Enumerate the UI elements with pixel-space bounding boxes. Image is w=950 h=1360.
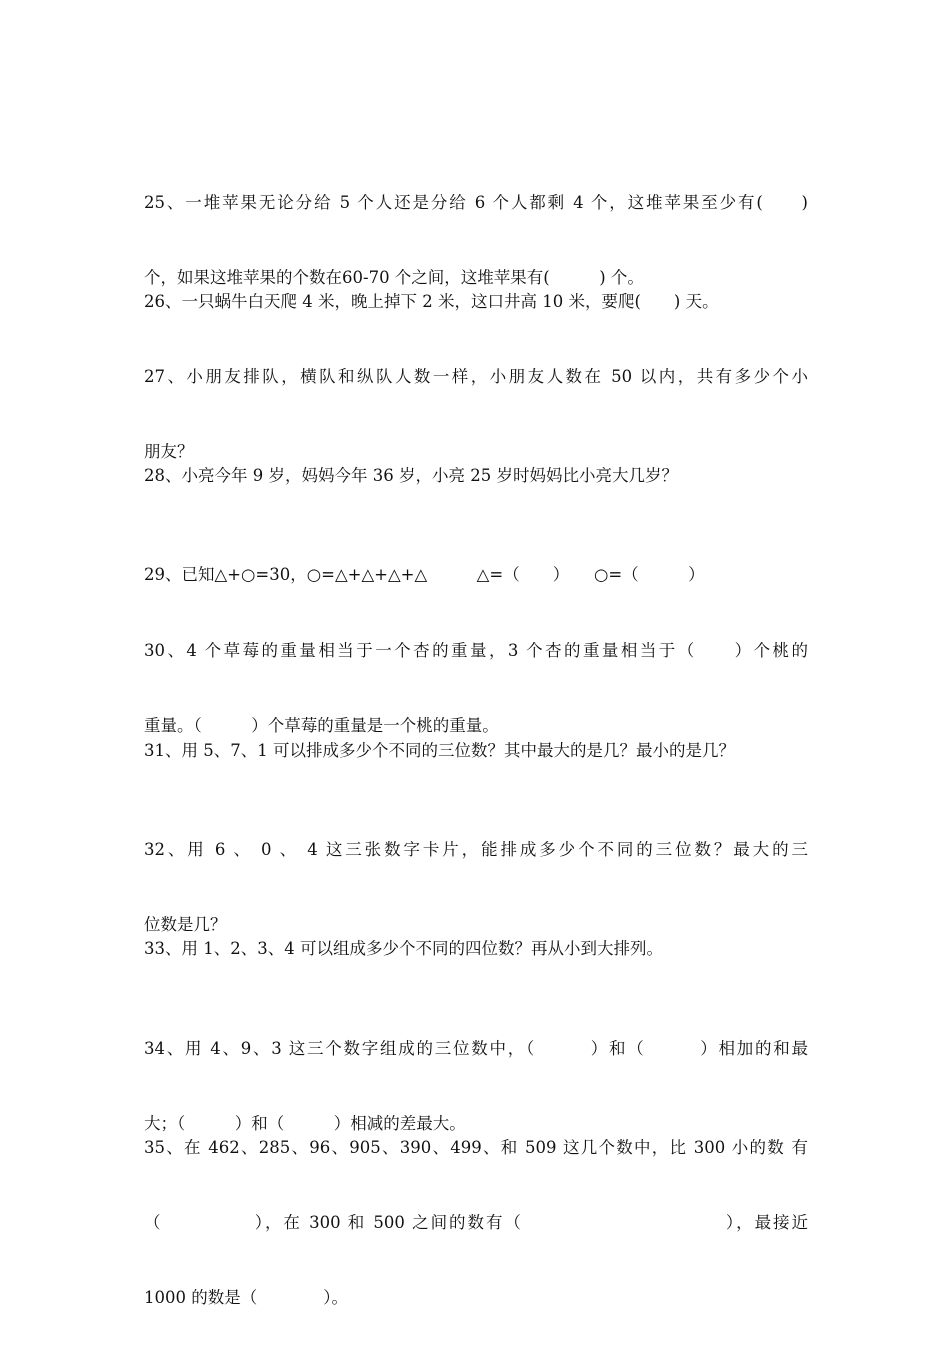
question-34-line-2: 大；（ ）和（ ）相减的差最大。 [144,1114,466,1133]
question-25-line-1: 25、一堆苹果无论分给 5 个人还是分给 6 个人都剩 4 个，这堆苹果至少有( ) [144,193,808,212]
question-34-line-1: 34、用 4、9、3 这三个数字组成的三位数中，（ ）和（ ）相加的和最 [144,1039,808,1058]
question-30-line-2: 重量。（ ）个草莓的重量是一个桃的重量。 [144,716,499,735]
question-32-line-1: 32、用 6 、 0 、 4 这三张数字卡片，能排成多少个不同的三位数？最大的三 [144,840,808,859]
question-35-line-2: （ ），在 300 和 500 之间的数有（ ），最接近 [144,1213,808,1232]
question-31-line-1: 31、用 5、7、1 可以排成多少个不同的三位数？其中最大的是几？最小的是几？ [144,741,735,760]
question-32-line-2: 位数是几？ [144,915,227,934]
question-28-line-1: 28、小亮今年 9 岁，妈妈今年 36 岁，小亮 25 岁时妈妈比小亮大几岁？ [144,466,678,485]
question-27-line-2: 朋友？ [144,442,194,461]
question-29-line-1: 29、已知△+○=30，○=△+△+△+△ △=（ ） ○=（ ） [144,565,705,584]
question-33-line-1: 33、用 1、2、3、4 可以组成多少个不同的四位数？再从小到大排列。 [144,939,663,958]
question-35-line-1: 35、在 462、285、96、905、390、499、和 509 这几个数中，比 300 小的数 有 [144,1138,808,1157]
question-35 [144,1085,808,1360]
question-27-line-1: 27、小朋友排队，横队和纵队人数一样，小朋友人数在 50 以内，共有多少个小 [144,367,808,386]
question-25-line-2: 个，如果这堆苹果的个数在60-70 个之间，这堆苹果有( ) 个。 [144,268,644,287]
question-26-line-1: 26、一只蜗牛白天爬 4 米，晚上掉下 2 米，这口井高 10 米，要爬( ) 天。 [144,292,719,311]
question-30-line-1: 30、4 个草莓的重量相当于一个杏的重量，3 个杏的重量相当于（ ）个桃的 [144,641,808,660]
question-35-line-3: 1000 的数是（ ）。 [144,1288,348,1307]
